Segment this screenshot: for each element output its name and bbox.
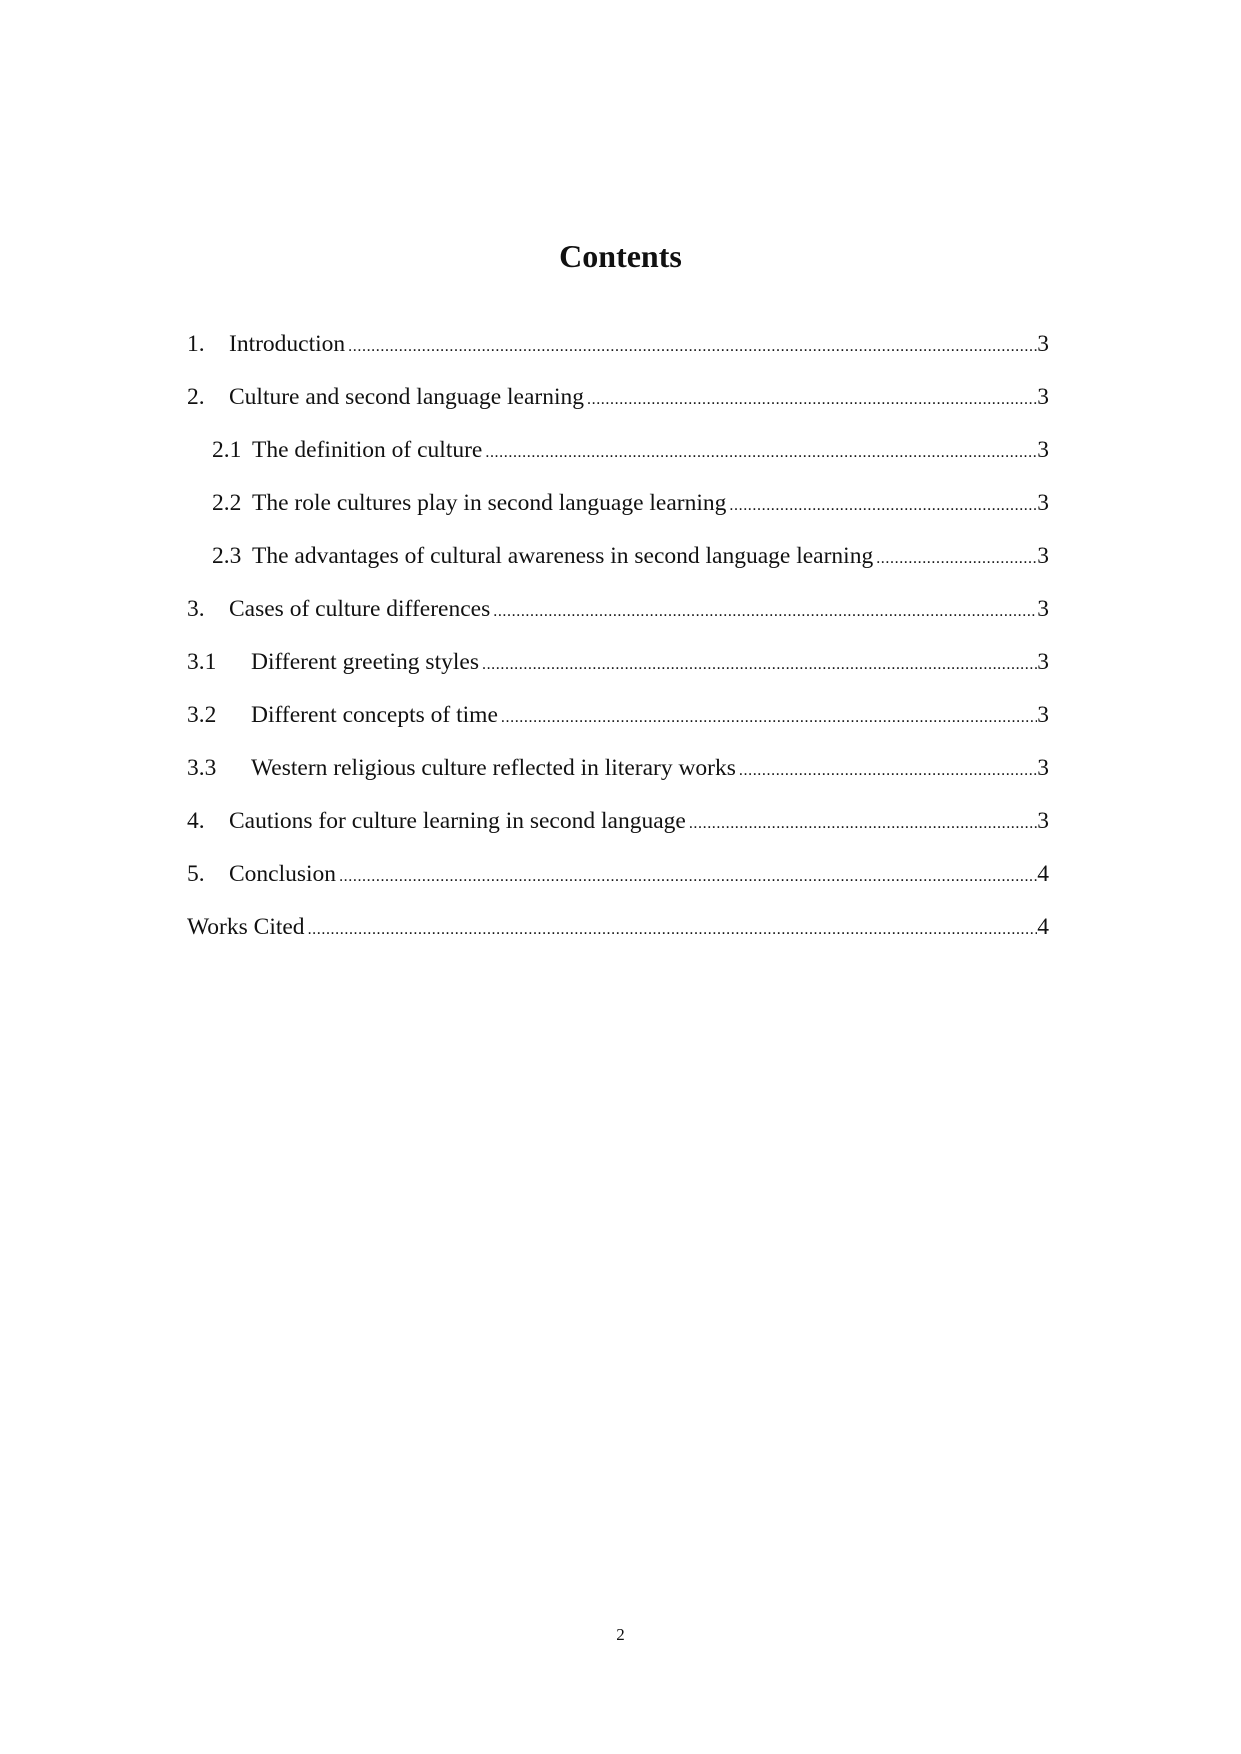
toc-entry-conclusion[interactable] xyxy=(187,857,1049,910)
dot-leader xyxy=(482,648,1037,682)
table-of-contents xyxy=(187,327,1049,963)
toc-entry-title: Culture and second language learning xyxy=(229,384,584,410)
toc-entry-number: 2.1 xyxy=(212,437,242,463)
dot-leader xyxy=(876,542,1037,576)
toc-entry-number: 3.2 xyxy=(187,702,217,728)
toc-entry-different-concepts-of-time[interactable] xyxy=(187,698,1049,751)
toc-entry-western-religious-culture[interactable] xyxy=(187,751,1049,804)
toc-entry-number: 4. xyxy=(187,808,205,834)
toc-entry-number: 3.3 xyxy=(187,755,217,781)
toc-entry-page: 3 xyxy=(1037,543,1049,569)
toc-entry-cases-of-culture-differences[interactable] xyxy=(187,592,1049,645)
dot-leader xyxy=(339,860,1037,894)
toc-entry-title: Introduction xyxy=(229,331,346,357)
toc-entry-title: Different concepts of time xyxy=(251,702,498,728)
dot-leader xyxy=(689,807,1037,841)
toc-entry-page: 3 xyxy=(1037,384,1049,410)
toc-entry-introduction[interactable] xyxy=(187,327,1049,380)
toc-entry-page: 4 xyxy=(1037,914,1049,940)
dot-leader xyxy=(501,701,1037,735)
toc-entry-title: Western religious culture reflected in literary works xyxy=(251,755,736,781)
toc-entry-title: Works Cited xyxy=(187,914,305,940)
toc-entry-number: 1. xyxy=(187,331,205,357)
dot-leader xyxy=(485,436,1037,470)
toc-entry-title: Conclusion xyxy=(229,861,337,887)
toc-entry-number: 3. xyxy=(187,596,205,622)
toc-entry-number: 2. xyxy=(187,384,205,410)
dot-leader xyxy=(348,330,1037,364)
page-title: Contents xyxy=(559,238,682,274)
toc-entry-culture-and-second-language-learning[interactable] xyxy=(187,380,1049,433)
toc-entry-title: The role cultures play in second language learning xyxy=(252,490,727,516)
toc-entry-title: Different greeting styles xyxy=(251,649,479,675)
toc-entry-page: 3 xyxy=(1037,331,1049,357)
toc-entry-page: 3 xyxy=(1037,755,1049,781)
toc-entry-title: Cautions for culture learning in second language xyxy=(229,808,686,834)
dot-leader xyxy=(739,754,1037,788)
dot-leader xyxy=(308,913,1038,947)
toc-entry-role-cultures-play[interactable] xyxy=(187,486,1049,539)
toc-entry-different-greeting-styles[interactable] xyxy=(187,645,1049,698)
toc-entry-page: 3 xyxy=(1037,808,1049,834)
dot-leader xyxy=(729,489,1037,523)
toc-entry-page: 3 xyxy=(1037,649,1049,675)
dot-leader xyxy=(493,595,1037,629)
toc-entry-number: 5. xyxy=(187,861,205,887)
toc-entry-number: 2.3 xyxy=(212,543,242,569)
toc-entry-page: 3 xyxy=(1037,702,1049,728)
toc-entry-title: The definition of culture xyxy=(252,437,483,463)
page-number: 2 xyxy=(616,1625,625,1644)
toc-entry-page: 3 xyxy=(1037,490,1049,516)
toc-entry-title: Cases of culture differences xyxy=(229,596,491,622)
dot-leader xyxy=(587,383,1037,417)
toc-entry-number: 3.1 xyxy=(187,649,217,675)
toc-entry-page: 3 xyxy=(1037,437,1049,463)
toc-entry-page: 3 xyxy=(1037,596,1049,622)
toc-entry-works-cited[interactable] xyxy=(187,910,1049,963)
toc-entry-definition-of-culture[interactable] xyxy=(187,433,1049,486)
toc-entry-page: 4 xyxy=(1037,861,1049,887)
toc-entry-advantages-of-cultural-awareness[interactable] xyxy=(187,539,1049,592)
toc-entry-title: The advantages of cultural awareness in second language learning xyxy=(252,543,874,569)
toc-entry-cautions-for-culture-learning[interactable] xyxy=(187,804,1049,857)
toc-entry-number: 2.2 xyxy=(212,490,242,516)
